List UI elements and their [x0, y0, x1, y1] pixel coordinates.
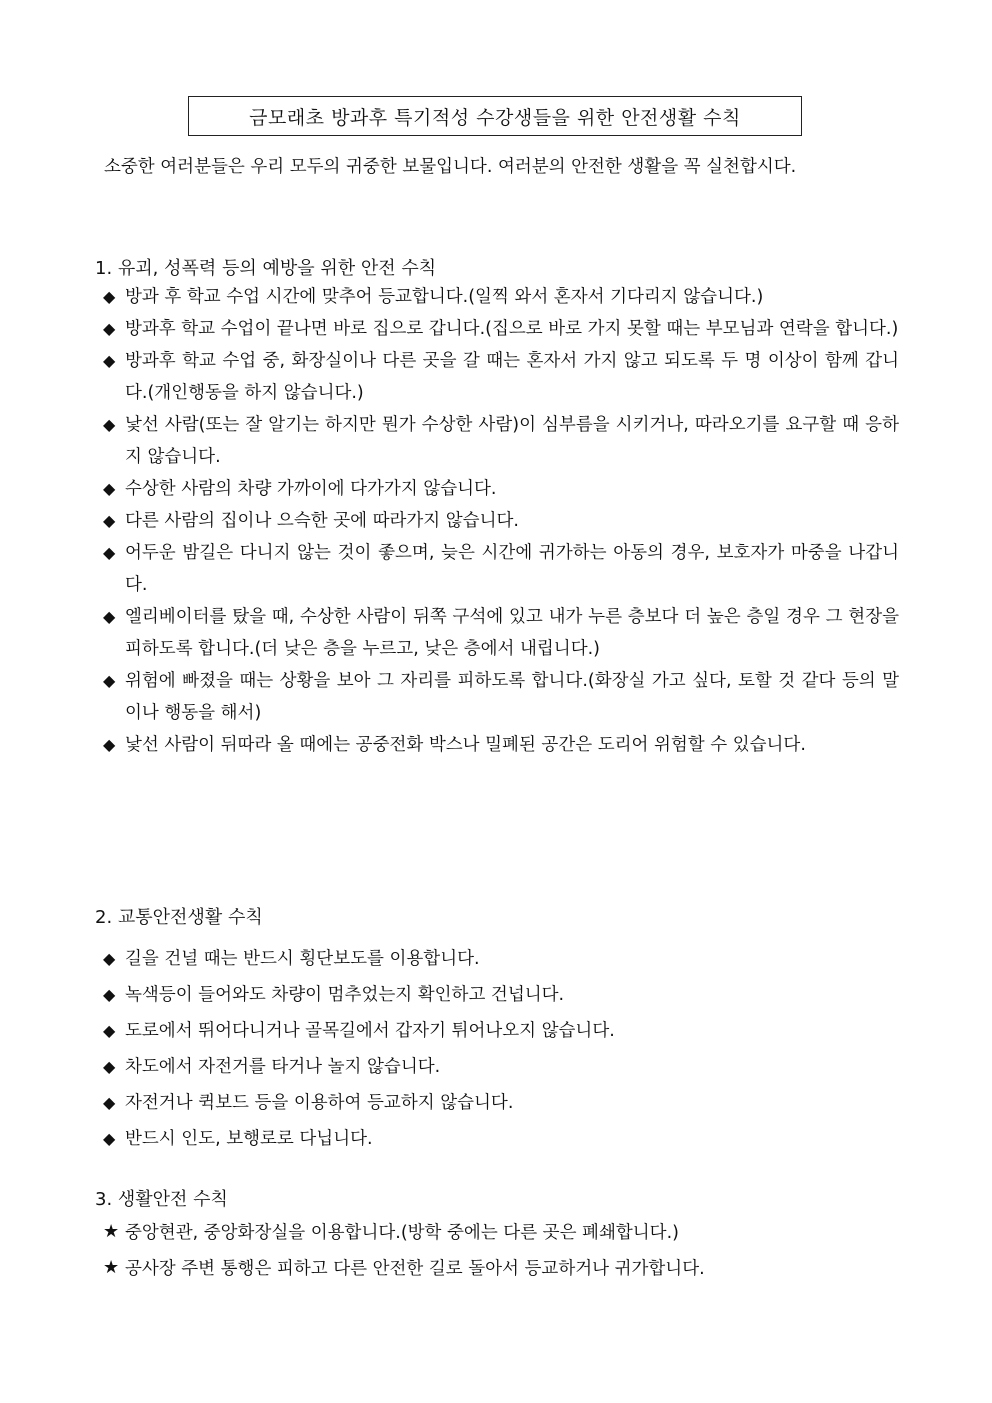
list-item: ◆ 엘리베이터를 탔을 때, 수상한 사람이 뒤쪽 구석에 있고 내가 누른 층보다 더 높은 층일 경우 그 현장을 피하도록 합니다.(더 낮은 층을 누르고, 낮은 층에서 내립니다.) [103, 601, 899, 665]
diamond-bullet-icon: ◆ [103, 415, 116, 434]
list-item: ◆ 길을 건널 때는 반드시 횡단보도를 이용합니다. [103, 941, 899, 977]
diamond-bullet-icon: ◆ [103, 319, 116, 338]
diamond-bullet-icon: ◆ [103, 543, 116, 562]
star-bullet-icon: ★ [103, 1221, 120, 1242]
list-item: ◆ 도로에서 뛰어다니거나 골목길에서 갑자기 튀어나오지 않습니다. [103, 1013, 899, 1049]
diamond-bullet-icon: ◆ [103, 607, 116, 626]
list-item: ◆ 낯선 사람이 뒤따라 올 때에는 공중전화 박스나 밀폐된 공간은 도리어 위험할 수 있습니다. [103, 729, 899, 761]
section-heading-3: 3. 생활안전 수칙 [95, 1189, 228, 1210]
section-2-list [103, 941, 899, 1157]
list-item: ★ 중앙현관, 중앙화장실을 이용합니다.(방학 중에는 다른 곳은 폐쇄합니다.) [103, 1215, 899, 1251]
section-heading-1: 1. 유괴, 성폭력 등의 예방을 위한 안전 수칙 [95, 258, 437, 279]
diamond-bullet-icon: ◆ [103, 949, 116, 968]
list-item: ◆ 방과후 학교 수업 중, 화장실이나 다른 곳을 갈 때는 혼자서 가지 않고 되도록 두 명 이상이 함께 갑니다.(개인행동을 하지 않습니다.) [103, 345, 899, 409]
document-title [188, 96, 802, 136]
diamond-bullet-icon: ◆ [103, 479, 116, 498]
diamond-bullet-icon: ◆ [103, 735, 116, 754]
diamond-bullet-icon: ◆ [103, 1057, 116, 1076]
list-item: ◆ 어두운 밤길은 다니지 않는 것이 좋으며, 늦은 시간에 귀가하는 아동의 경우, 보호자가 마중을 나갑니다. [103, 537, 899, 601]
section-3-list [103, 1215, 899, 1287]
diamond-bullet-icon: ◆ [103, 351, 116, 370]
list-item: ◆ 다른 사람의 집이나 으슥한 곳에 따라가지 않습니다. [103, 505, 899, 537]
list-item: ◆ 반드시 인도, 보행로로 다닙니다. [103, 1121, 899, 1157]
document-title-text: 금모래초 방과후 특기적성 수강생들을 위한 안전생활 수칙 [249, 106, 741, 129]
list-item: ◆ 방과 후 학교 수업 시간에 맞추어 등교합니다.(일찍 와서 혼자서 기다리지 않습니다.) [103, 281, 899, 313]
diamond-bullet-icon: ◆ [103, 1093, 116, 1112]
diamond-bullet-icon: ◆ [103, 671, 116, 690]
list-item: ◆ 낯선 사람(또는 잘 알기는 하지만 뭔가 수상한 사람)이 심부름을 시키거나, 따라오기를 요구할 때 응하지 않습니다. [103, 409, 899, 473]
list-item: ★ 공사장 주변 통행은 피하고 다른 안전한 길로 돌아서 등교하거나 귀가합니다. [103, 1251, 899, 1287]
list-item: ◆ 차도에서 자전거를 타거나 놀지 않습니다. [103, 1049, 899, 1085]
diamond-bullet-icon: ◆ [103, 511, 116, 530]
list-item: ◆ 녹색등이 들어와도 차량이 멈추었는지 확인하고 건넙니다. [103, 977, 899, 1013]
star-bullet-icon: ★ [103, 1257, 120, 1278]
list-item: ◆ 자전거나 퀵보드 등을 이용하여 등교하지 않습니다. [103, 1085, 899, 1121]
diamond-bullet-icon: ◆ [103, 985, 116, 1004]
diamond-bullet-icon: ◆ [103, 287, 116, 306]
list-item: ◆ 수상한 사람의 차량 가까이에 다가가지 않습니다. [103, 473, 899, 505]
diamond-bullet-icon: ◆ [103, 1021, 116, 1040]
list-item: ◆ 방과후 학교 수업이 끝나면 바로 집으로 갑니다.(집으로 바로 가지 못할 때는 부모님과 연락을 합니다.) [103, 313, 899, 345]
section-1-list [103, 281, 899, 761]
list-item: ◆ 위험에 빠졌을 때는 상황을 보아 그 자리를 피하도록 합니다.(화장실 가고 싶다, 토할 것 같다 등의 말이나 행동을 해서) [103, 665, 899, 729]
intro-paragraph: 소중한 여러분들은 우리 모두의 귀중한 보물입니다. 여러분의 안전한 생활을 꼭 실천합시다. [104, 157, 797, 177]
section-heading-2: 2. 교통안전생활 수칙 [95, 907, 263, 928]
diamond-bullet-icon: ◆ [103, 1129, 116, 1148]
